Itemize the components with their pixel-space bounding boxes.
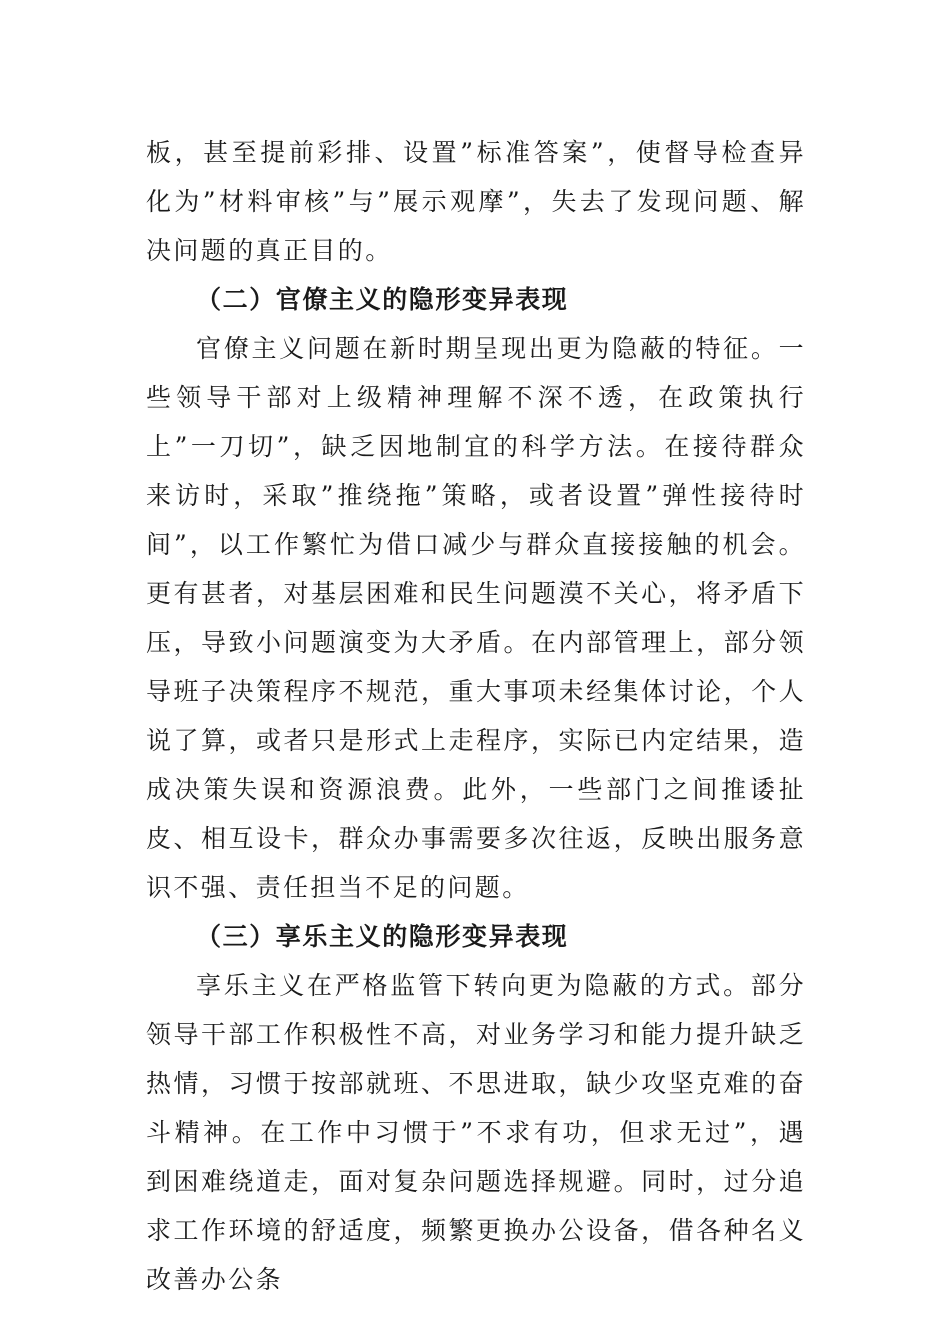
section-paragraph-bureaucratism: 官僚主义问题在新时期呈现出更为隐蔽的特征。一些领导干部对上级精神理解不深不透，在政策执行上”一刀切”，缺乏因地制宜的科学方法。在接待群众来访时，采取”推绕拖”策略，或者设置”弹性接待时间”，以工作繁忙为借口减少与群众直接接触的机会。更有甚者，对基层困难和民生问题漠不关心，将矛盾下压，导致小问题演变为大矛盾。在内部管理上，部分领导班子决策程序不规范，重大事项未经集体讨论，个人说了算，或者只是形式上走程序，实际已内定结果，造成决策失误和资源浪费。此外，一些部门之间推诿扯皮、相互设卡，群众办事需要多次往返，反映出服务意识不强、责任担当不足的问题。: [146, 334, 806, 902]
section-heading-hedonism: （三）享乐主义的隐形变异表现: [196, 922, 569, 951]
document-body: [146, 128, 806, 1304]
section-heading-bureaucratism: （二）官僚主义的隐形变异表现: [196, 285, 569, 314]
section-paragraph-hedonism: 享乐主义在严格监管下转向更为隐蔽的方式。部分领导干部工作积极性不高，对业务学习和能力提升缺乏热情，习惯于按部就班、不思进取，缺少攻坚克难的奋斗精神。在工作中习惯于”不求有功，但求无过”，遇到困难绕道走，面对复杂问题选择规避。同时，过分追求工作环境的舒适度，频繁更换办公设备，借各种名义改善办公条: [146, 971, 806, 1294]
continued-paragraph: 板，甚至提前彩排、设置”标准答案”，使督导检查异化为”材料审核”与”展示观摩”，失去了发现问题、解决问题的真正目的。: [146, 138, 806, 265]
